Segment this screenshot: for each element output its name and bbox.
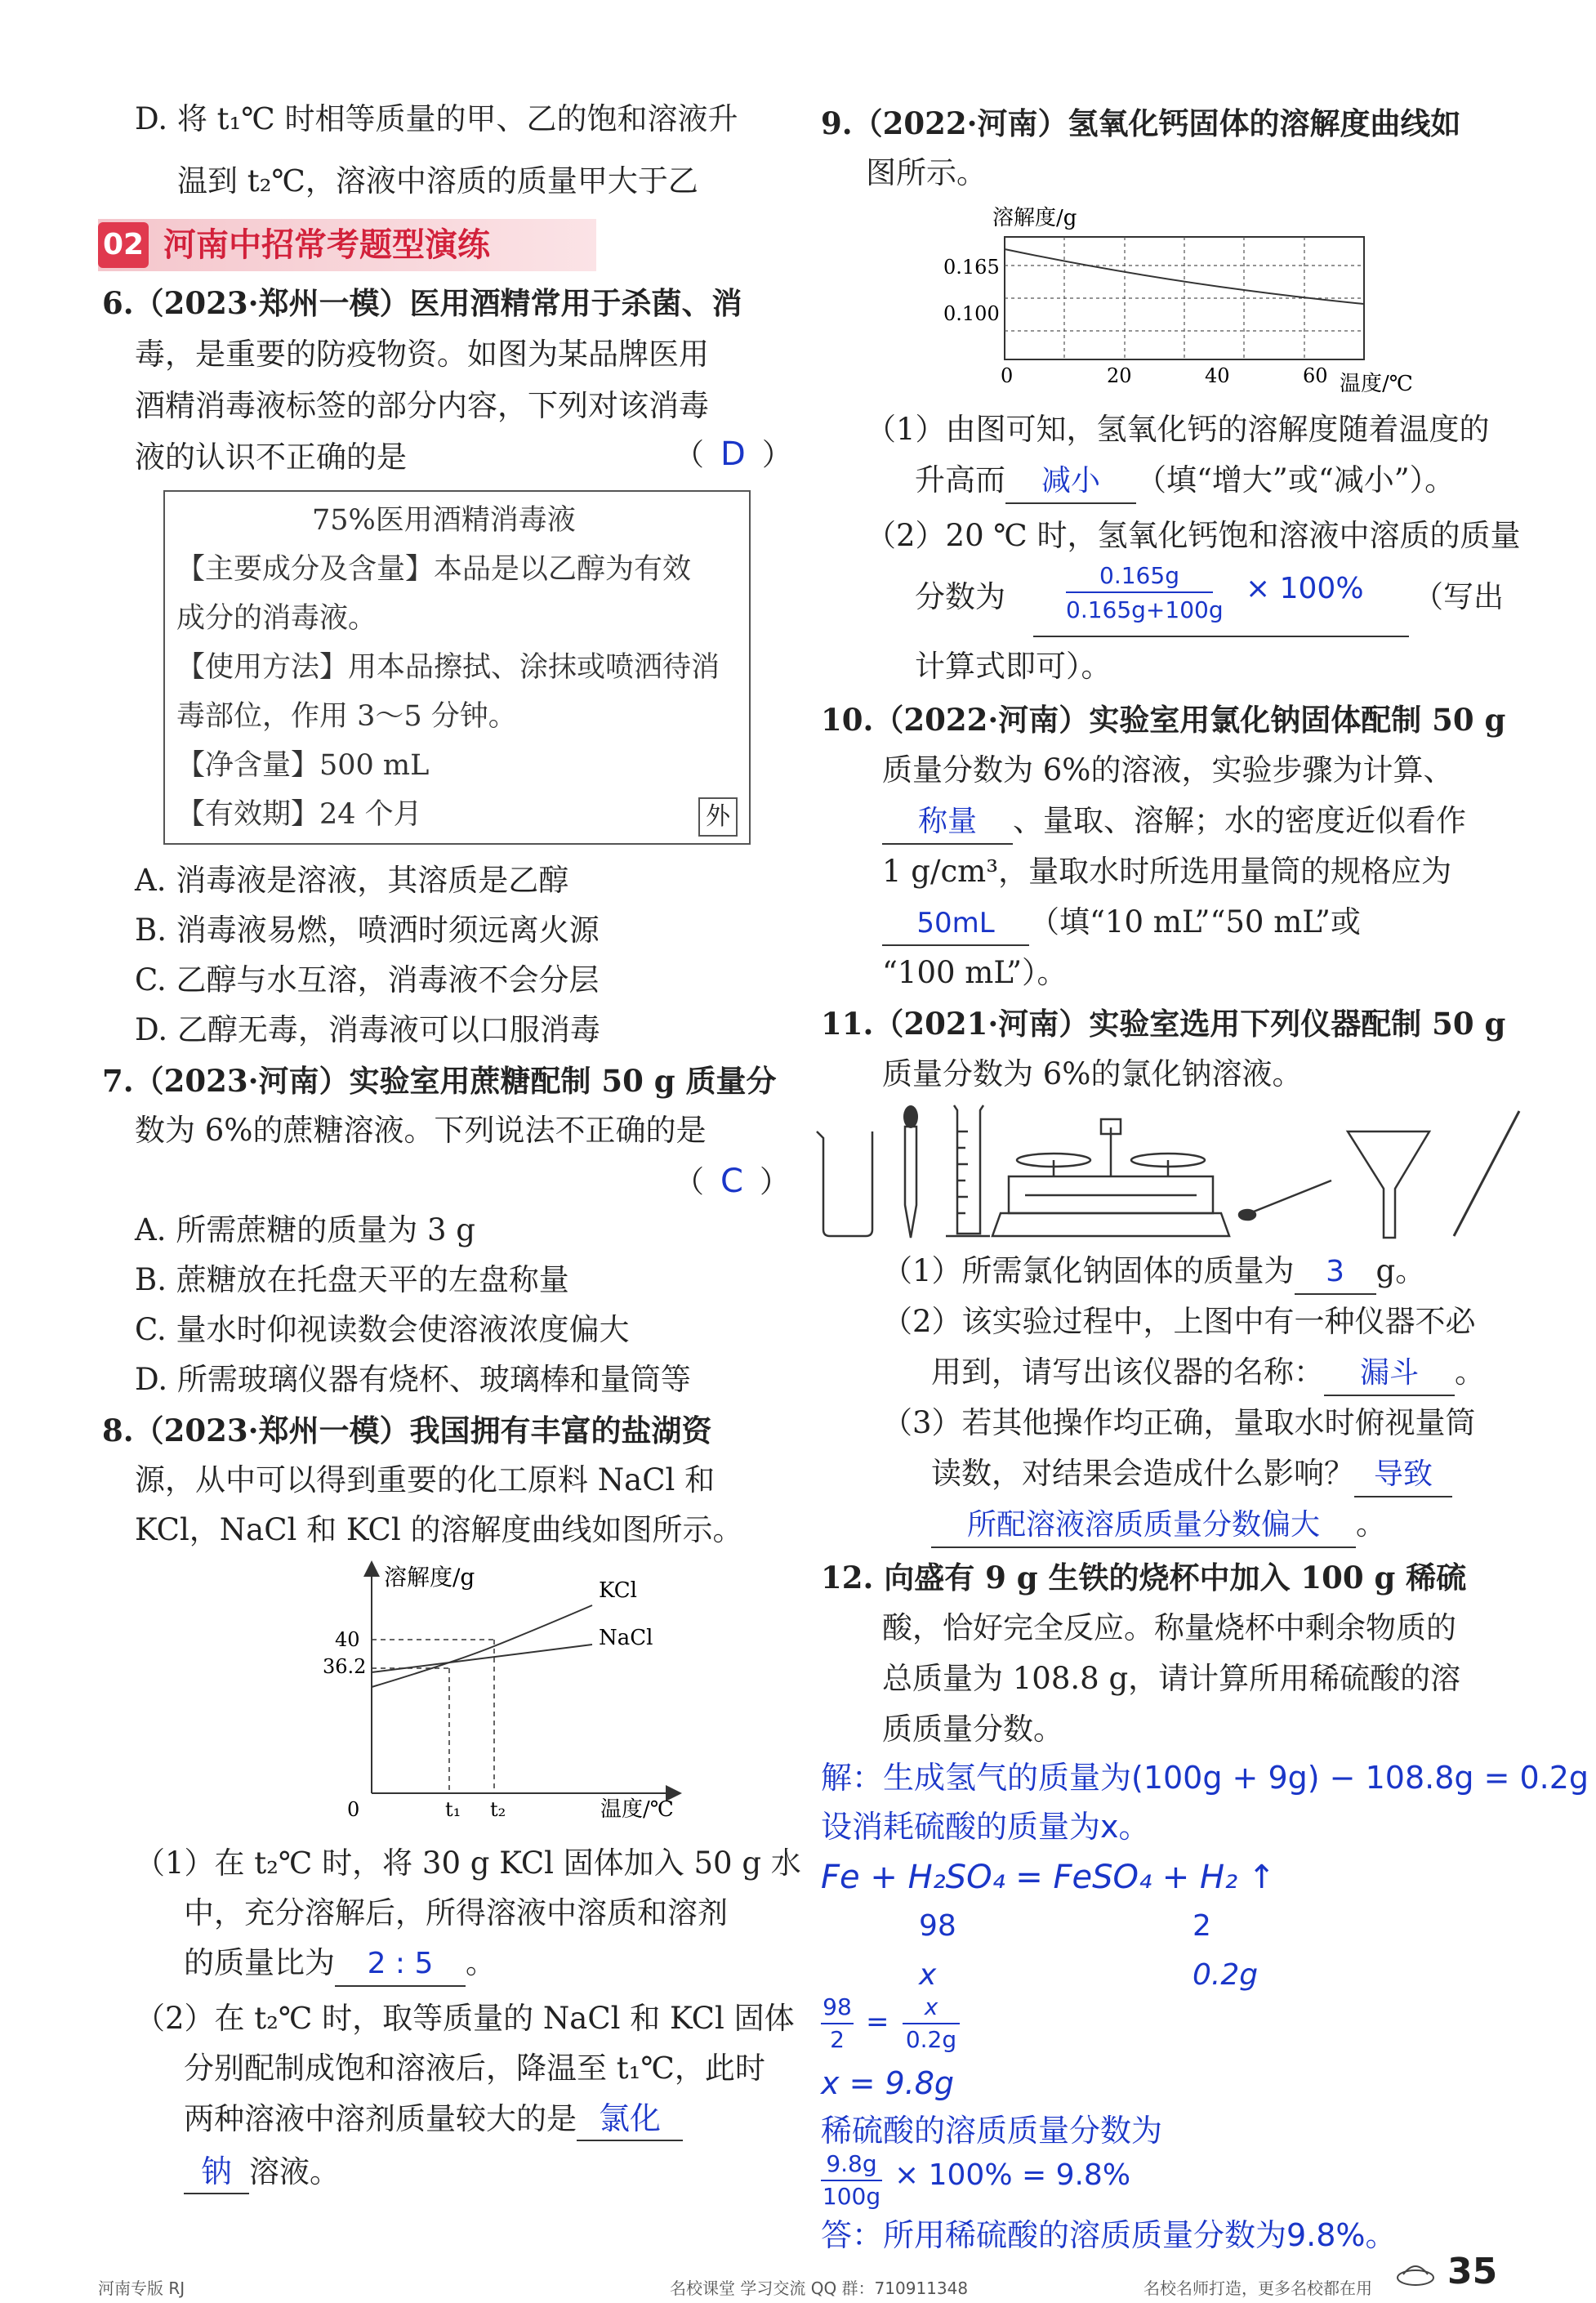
q11-p2-line1: （2）该实验过程中，上图中有一种仪器不必	[882, 1304, 1476, 1339]
q7-line: 7.（2023·河南）实验室用蔗糖配制 50 g 质量分	[102, 1063, 777, 1099]
product-label	[163, 490, 751, 845]
q12-line: 酸，恰好完全反应。称量烧杯中剩余物质的	[882, 1610, 1456, 1645]
q6-answer-paren: （ D ）	[674, 435, 792, 473]
q6-line: 6.（2023·郑州一模）医用酒精常用于杀菌、消	[102, 285, 742, 321]
frac2-den: 0.2g	[905, 2026, 957, 2053]
q6-line: 毒，是重要的防疫物资。如图为某品牌医用	[135, 337, 709, 372]
q9-p2-hint: （写出	[1413, 579, 1504, 614]
q10-line2: 质量分数为 6%的溶液，实验步骤为计算、	[882, 752, 1454, 788]
q9-p2-prompt: 分数为	[915, 579, 1005, 614]
frac3-bar	[821, 2180, 882, 2181]
x-tick-40: 40	[1205, 364, 1230, 387]
x-axis-label: 温度/℃	[1340, 372, 1413, 392]
y-tick-40: 40	[335, 1628, 360, 1651]
q11-p2-line2	[931, 1351, 1485, 1396]
q8-p2-answer-part2: 钠	[184, 2150, 249, 2194]
footer-edition: 河南专版 RJ	[98, 2278, 185, 2298]
balance-icon	[992, 1119, 1229, 1236]
q8-p1-end: 。	[466, 1945, 496, 1980]
q5-option-d-line1: D. 将 t₁℃ 时相等质量的甲、乙的饱和溶液升	[135, 101, 738, 136]
x-tick-t2: t₂	[490, 1798, 506, 1821]
frac1-bar	[821, 2023, 854, 2024]
label-line: 【使用方法】用本品擦拭、涂抹或喷洒待消	[176, 651, 720, 684]
y-tick-36-2: 36.2	[323, 1655, 367, 1678]
q10-answer-2: 50mL	[882, 902, 1029, 946]
nacl-kcl-solubility-chart	[323, 1556, 690, 1826]
q12-line: 质质量分数。	[882, 1712, 1063, 1747]
kcl-label: KCl	[599, 1578, 637, 1603]
q8-p2-answer-part1: 氯化	[577, 2097, 683, 2141]
q11-p1-prompt: （1）所需氯化钠固体的质量为	[882, 1253, 1295, 1288]
solution-step-2: 设消耗硫酸的质量为x。	[821, 1809, 1150, 1845]
beaker-icon	[817, 1131, 872, 1236]
q11-p2-prompt: 用到，请写出该仪器的名称：	[931, 1355, 1324, 1390]
q10-line5-text: （填“10 mL”“50 mL”或	[1029, 904, 1361, 939]
q11-p2-answer: 漏斗	[1324, 1352, 1455, 1396]
label-line: 成分的消毒液。	[176, 602, 377, 635]
q9-p2-times: × 100%	[1246, 572, 1364, 605]
solution-step-1: 解：生成氢气的质量为(100g + 9g) − 108.8g = 0.2g	[821, 1760, 1589, 1796]
q7-line: 数为 6%的蔗糖溶液。下列说法不正确的是	[135, 1113, 707, 1148]
y-axis-label: 溶解度/g	[384, 1564, 475, 1591]
q8-p1-line1: （1）在 t₂℃ 时，将 30 g KCl 固体加入 50 g 水	[135, 1846, 801, 1881]
q6-option-b: B. 消毒液易燃，喷洒时须远离火源	[135, 913, 600, 948]
calcium-hydroxide-solubility-chart	[943, 196, 1433, 392]
q9-p2-blank-line	[1033, 636, 1409, 637]
q10-line4: 1 g/cm³，量取水时所选用量筒的规格应为	[882, 854, 1452, 889]
page-number: 35	[1447, 2251, 1498, 2292]
q6-option-a: A. 消毒液是溶液，其溶质是乙醇	[135, 863, 569, 898]
origin-label: 0	[347, 1798, 360, 1821]
q7-answer-paren: （ C ）	[674, 1163, 790, 1200]
glass-rod-icon	[1454, 1111, 1519, 1236]
q8-line: 8.（2023·郑州一模）我国拥有丰富的盐湖资	[102, 1413, 712, 1448]
y-tick-0-100: 0.100	[943, 302, 1000, 325]
q8-p2-line1: （2）在 t₂℃ 时，取等质量的 NaCl 和 KCl 固体	[135, 2001, 795, 2036]
q9-p2-line1: （2）20 ℃ 时，氢氧化钙饱和溶液中溶质的质量	[866, 518, 1521, 553]
solution-step-8: 稀硫酸的溶质质量分数为	[821, 2113, 1163, 2149]
q6-option-d: D. 乙醇无毒，消毒液可以口服消毒	[135, 1012, 600, 1047]
frac2-bar	[903, 2023, 960, 2024]
label-line: 【主要成分及含量】本品是以乙醇为有效	[176, 553, 692, 586]
q6-line: 酒精消毒液标签的部分内容，下列对该消毒	[135, 388, 709, 423]
footer-qq-group: 名校课堂 学习交流 QQ 群：710911348	[670, 2278, 969, 2298]
q8-p2-line4	[184, 2150, 340, 2194]
q9-line: 图所示。	[866, 155, 987, 190]
q11-p1-unit: g。	[1375, 1253, 1426, 1288]
q9-p1-line2	[915, 459, 1455, 504]
q9-line: 9.（2022·河南）氢氧化钙固体的溶解度曲线如	[821, 105, 1461, 141]
solution-answer: 答：所用稀硫酸的溶质质量分数为9.8%。	[821, 2217, 1397, 2253]
x-tick-0: 0	[1001, 364, 1014, 387]
q11-p3-answer-part2: 所配溶液溶质质量分数偏大	[931, 1504, 1356, 1548]
q8-line: 源，从中可以得到重要的化工原料 NaCl 和	[135, 1462, 716, 1497]
q7-option-b: B. 蔗糖放在托盘天平的左盘称量	[135, 1262, 569, 1297]
q6-answer: D	[720, 435, 746, 473]
q6-line: 液的认识不正确的是	[135, 440, 407, 475]
q8-p1-line2: 中，充分溶解后，所得溶液中溶质和溶剂	[184, 1895, 728, 1930]
q11-p1-answer: 3	[1295, 1251, 1376, 1295]
label-title: 75%医用酒精消毒液	[312, 504, 576, 537]
frac3-den: 100g	[822, 2183, 881, 2210]
solution-ratio-98: 98	[919, 1909, 956, 1943]
label-line: 毒部位，作用 3～5 分钟。	[176, 700, 517, 733]
q8-line: KCl，NaCl 和 KCl 的溶解度曲线如图所示。	[135, 1512, 743, 1547]
q11-p3-prompt: 读数，对结果会造成什么影响？	[931, 1456, 1354, 1491]
kcl-curve	[372, 1605, 592, 1687]
q11-line2: 质量分数为 6%的氯化钠溶液。	[882, 1056, 1303, 1091]
q11-p3-end: 。	[1356, 1506, 1386, 1542]
q10-line3	[882, 800, 1466, 845]
q9-p1-answer: 减小	[1005, 460, 1136, 504]
dropper-icon	[903, 1105, 918, 1238]
frac3-result: × 100% = 9.8%	[894, 2158, 1131, 2192]
q9-p2-denominator: 0.165g+100g	[1066, 596, 1224, 623]
q10-answer-1: 称量	[882, 801, 1013, 845]
solution-ratio-2: 2	[1193, 1909, 1211, 1943]
q5-option-d-line2: 温到 t₂℃，溶液中溶质的质量甲大于乙	[177, 163, 698, 199]
frac3-num: 9.8g	[826, 2150, 877, 2177]
q9-p1-hint: （填“增大”或“减小”）。	[1136, 462, 1456, 498]
q8-p2-end: 溶液。	[249, 2154, 340, 2189]
q8-p2-prompt: 两种溶液中溶剂质量较大的是	[184, 2101, 577, 2136]
y-tick-0-165: 0.165	[943, 256, 1000, 279]
x-axis-label: 温度/℃	[600, 1797, 674, 1822]
section-banner	[98, 219, 596, 271]
q11-line1: 11.（2021·河南）实验室选用下列仪器配制 50 g	[821, 1006, 1506, 1042]
q9-p2-line3: 计算式即可）。	[915, 649, 1112, 684]
q8-p1-line3	[184, 1942, 496, 1987]
q9-p1-line1: （1）由图可知，氢氧化钙的溶解度随着温度的	[866, 412, 1490, 447]
label-line: 【净含量】500 mL	[176, 749, 430, 782]
q10-line5	[882, 901, 1361, 946]
q10-line3-text: 、量取、溶解；水的密度近似看作	[1013, 803, 1466, 838]
funnel-icon	[1348, 1131, 1429, 1238]
q8-p1-prompt: 的质量比为	[184, 1945, 335, 1980]
label-line: 【有效期】24 个月	[176, 798, 422, 831]
footer-slogan: 名校名师打造，更多名校都在用	[1144, 2278, 1372, 2298]
q11-p3-line3	[931, 1503, 1386, 1548]
q12-line: 总质量为 108.8 g，请计算所用稀硫酸的溶	[882, 1661, 1461, 1696]
frac1-num: 98	[823, 1993, 852, 2020]
q9-p1-prompt: 升高而	[915, 462, 1005, 498]
q12-line: 12. 向盛有 9 g 生铁的烧杯中加入 100 g 稀硫	[821, 1560, 1467, 1596]
x-tick-20: 20	[1107, 364, 1132, 387]
nacl-curve	[372, 1645, 592, 1672]
publisher-logo-icon	[1395, 2258, 1436, 2287]
solution-equation: Fe + H₂SO₄ = FeSO₄ + H₂ ↑	[821, 1859, 1276, 1896]
q11-p3-line1: （3）若其他操作均正确，量取水时俯视量筒	[882, 1405, 1476, 1440]
nacl-label: NaCl	[599, 1626, 653, 1650]
frac-equals: =	[866, 2006, 889, 2038]
x-tick-t1: t₁	[445, 1798, 461, 1821]
lab-apparatus-illustration	[809, 1099, 1527, 1246]
q6-option-c: C. 乙醇与水互溶，消毒液不会分层	[135, 962, 600, 998]
q11-p3-answer-part1: 导致	[1354, 1453, 1452, 1497]
q11-p2-end: 。	[1455, 1355, 1485, 1390]
graduated-cylinder-icon	[946, 1105, 990, 1236]
spoon-icon	[1239, 1181, 1331, 1220]
q11-p1	[882, 1250, 1425, 1295]
q9-p2-numerator: 0.165g	[1099, 562, 1179, 589]
x-tick-60: 60	[1303, 364, 1328, 387]
q7-option-d: D. 所需玻璃仪器有烧杯、玻璃棒和量筒等	[135, 1362, 691, 1397]
q9-p2-fraction-bar	[1066, 591, 1213, 593]
q7-option-a: A. 所需蔗糖的质量为 3 g	[135, 1212, 475, 1247]
q10-line6: “100 mL”）。	[882, 955, 1068, 990]
q7-option-c: C. 量水时仰视读数会使溶液浓度偏大	[135, 1312, 630, 1347]
q8-p2-line2: 分别配制成饱和溶液后，降温至 t₁℃，此时	[184, 2051, 765, 2086]
q7-answer: C	[720, 1163, 743, 1200]
label-tag: 外	[698, 797, 738, 837]
section-number: 02	[98, 222, 149, 268]
q8-p2-line3	[184, 2097, 683, 2141]
frac1-den: 2	[830, 2026, 845, 2053]
solution-ratio-0-2g: 0.2g	[1193, 1958, 1259, 1992]
solution-x-result: x = 9.8g	[821, 2065, 955, 2101]
y-axis-label: 溶解度/g	[992, 206, 1077, 230]
frac2-num: x	[924, 1993, 938, 2020]
solution-ratio-x: x	[919, 1958, 937, 1992]
q11-p3-line2	[931, 1453, 1452, 1497]
q8-p1-answer: 2 : 5	[335, 1943, 466, 1987]
q10-line1: 10.（2022·河南）实验室用氯化钠固体配制 50 g	[821, 702, 1506, 738]
section-title: 河南中招常考题型演练	[163, 226, 490, 264]
